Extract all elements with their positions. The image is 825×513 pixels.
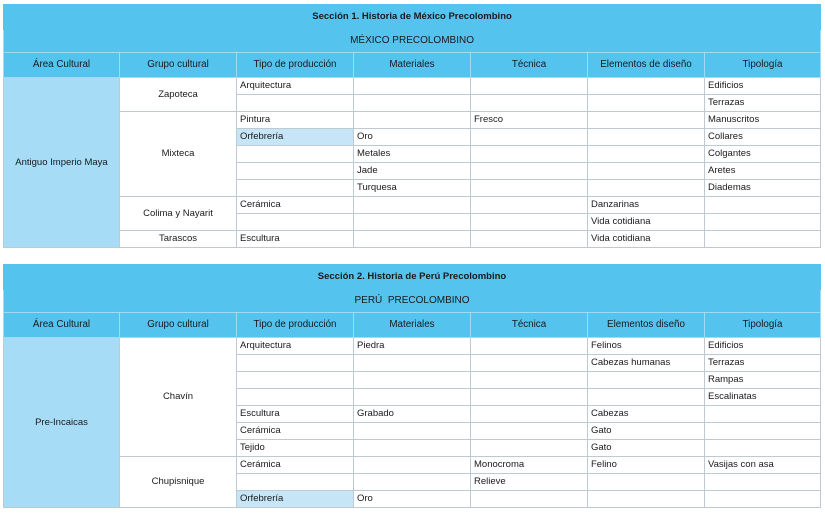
table-cell: Pintura	[237, 112, 354, 129]
table-cell	[588, 389, 705, 406]
table-cell	[354, 112, 471, 129]
column-header: Materiales	[354, 313, 471, 338]
table-cell	[705, 474, 821, 491]
table-cell: Terrazas	[705, 355, 821, 372]
column-header: Área Cultural	[4, 313, 120, 338]
table-cell	[354, 474, 471, 491]
table-cell: Manuscritos	[705, 112, 821, 129]
table-cell	[705, 231, 821, 248]
table-cell: Collares	[705, 129, 821, 146]
table-cell: Aretes	[705, 163, 821, 180]
table-cell	[237, 180, 354, 197]
table-cell: Edificios	[705, 78, 821, 95]
table-cell	[237, 95, 354, 112]
table-cell	[354, 214, 471, 231]
table-cell: Felino	[588, 457, 705, 474]
table-cell: Oro	[354, 491, 471, 508]
table-cell: Vasijas con asa	[705, 457, 821, 474]
table-cell	[237, 372, 354, 389]
area-cultural-cell: Antiguo Imperio Maya	[4, 78, 120, 248]
table-cell: Grabado	[354, 406, 471, 423]
table-cell: Arquitectura	[237, 78, 354, 95]
mexico-table	[3, 4, 821, 248]
table-cell: Gato	[588, 440, 705, 457]
section-title: Sección 1. Historia de México Precolombino	[4, 5, 821, 30]
table-cell	[588, 95, 705, 112]
table-cell: Cerámica	[237, 423, 354, 440]
column-header: Elementos de diseño	[588, 53, 705, 78]
section-subtitle: MÉXICO PRECOLOMBINO	[4, 30, 821, 53]
table-cell	[588, 180, 705, 197]
table-cell: Rampas	[705, 372, 821, 389]
table-cell	[705, 440, 821, 457]
column-header: Tipología	[705, 53, 821, 78]
peru-table	[3, 264, 821, 508]
table-cell	[471, 78, 588, 95]
table-cell	[354, 78, 471, 95]
table-cell: Diademas	[705, 180, 821, 197]
table-cell: Oro	[354, 129, 471, 146]
column-header: Grupo cultural	[120, 313, 237, 338]
table-cell	[471, 197, 588, 214]
table-cell: Escultura	[237, 231, 354, 248]
table-cell	[354, 423, 471, 440]
table-cell: Metales	[354, 146, 471, 163]
table-cell	[588, 112, 705, 129]
column-header: Técnica	[471, 313, 588, 338]
group-cell: Chupisnique	[120, 457, 237, 508]
section-subtitle: PERÚ PRECOLOMBINO	[4, 290, 821, 313]
table-cell	[354, 355, 471, 372]
table-cell	[588, 129, 705, 146]
table-cell	[705, 197, 821, 214]
table-cell: Escultura	[237, 406, 354, 423]
table-cell	[471, 95, 588, 112]
table-cell	[705, 423, 821, 440]
table-cell: Cerámica	[237, 457, 354, 474]
column-header: Tipo de producción	[237, 53, 354, 78]
table-cell	[471, 129, 588, 146]
table-cell	[588, 372, 705, 389]
group-cell: Zapoteca	[120, 78, 237, 112]
table-cell	[471, 423, 588, 440]
column-header: Materiales	[354, 53, 471, 78]
table-cell: Fresco	[471, 112, 588, 129]
table-cell	[588, 78, 705, 95]
area-cultural-cell: Pre-Incaicas	[4, 338, 120, 508]
table-cell	[237, 214, 354, 231]
table-cell: Felinos	[588, 338, 705, 355]
table-cell	[237, 389, 354, 406]
table-cell	[705, 491, 821, 508]
table-cell: Vida cotidiana	[588, 231, 705, 248]
table-cell: Arquitectura	[237, 338, 354, 355]
table-cell: Edificios	[705, 338, 821, 355]
table-cell	[471, 440, 588, 457]
table-cell: Cabezas	[588, 406, 705, 423]
table-cell	[588, 146, 705, 163]
table-cell: Tejido	[237, 440, 354, 457]
table-cell	[471, 180, 588, 197]
table-cell	[471, 389, 588, 406]
table-cell: Jade	[354, 163, 471, 180]
table-cell	[354, 372, 471, 389]
table-cell: Terrazas	[705, 95, 821, 112]
group-cell: Mixteca	[120, 112, 237, 197]
column-header: Grupo cultural	[120, 53, 237, 78]
table-cell	[471, 163, 588, 180]
table-cell	[588, 491, 705, 508]
group-cell: Tarascos	[120, 231, 237, 248]
table-cell: Colgantes	[705, 146, 821, 163]
table-cell: Vida cotidiana	[588, 214, 705, 231]
table-cell: Relieve	[471, 474, 588, 491]
table-cell-highlighted: Orfebrería	[237, 129, 354, 146]
table-cell	[588, 163, 705, 180]
table-cell: Turquesa	[354, 180, 471, 197]
table-cell: Cerámica	[237, 197, 354, 214]
table-cell	[705, 214, 821, 231]
table-cell	[354, 389, 471, 406]
table-cell-highlighted: Orfebrería	[237, 491, 354, 508]
table-cell	[471, 372, 588, 389]
table-cell	[588, 474, 705, 491]
column-header: Área Cultural	[4, 53, 120, 78]
table-cell: Piedra	[354, 338, 471, 355]
table-cell: Gato	[588, 423, 705, 440]
table-cell: Escalinatas	[705, 389, 821, 406]
table-cell	[471, 355, 588, 372]
column-header: Elementos diseño	[588, 313, 705, 338]
table-cell	[354, 457, 471, 474]
table-cell	[354, 231, 471, 248]
table-cell	[471, 491, 588, 508]
table-cell	[471, 406, 588, 423]
table-cell: Monocroma	[471, 457, 588, 474]
table-cell	[354, 197, 471, 214]
table-cell	[471, 231, 588, 248]
column-header: Técnica	[471, 53, 588, 78]
table-cell	[237, 146, 354, 163]
section-title: Sección 2. Historia de Perú Precolombino	[4, 265, 821, 290]
table-cell	[237, 355, 354, 372]
table-cell	[354, 95, 471, 112]
table-cell	[705, 406, 821, 423]
column-header: Tipo de producción	[237, 313, 354, 338]
table-cell	[471, 338, 588, 355]
table-cell	[237, 474, 354, 491]
table-cell: Cabezas humanas	[588, 355, 705, 372]
group-cell: Chavín	[120, 338, 237, 457]
table-cell	[471, 146, 588, 163]
table-cell: Danzarinas	[588, 197, 705, 214]
table-cell	[237, 163, 354, 180]
group-cell: Colima y Nayarit	[120, 197, 237, 231]
table-cell	[471, 214, 588, 231]
column-header: Tipología	[705, 313, 821, 338]
table-cell	[354, 440, 471, 457]
